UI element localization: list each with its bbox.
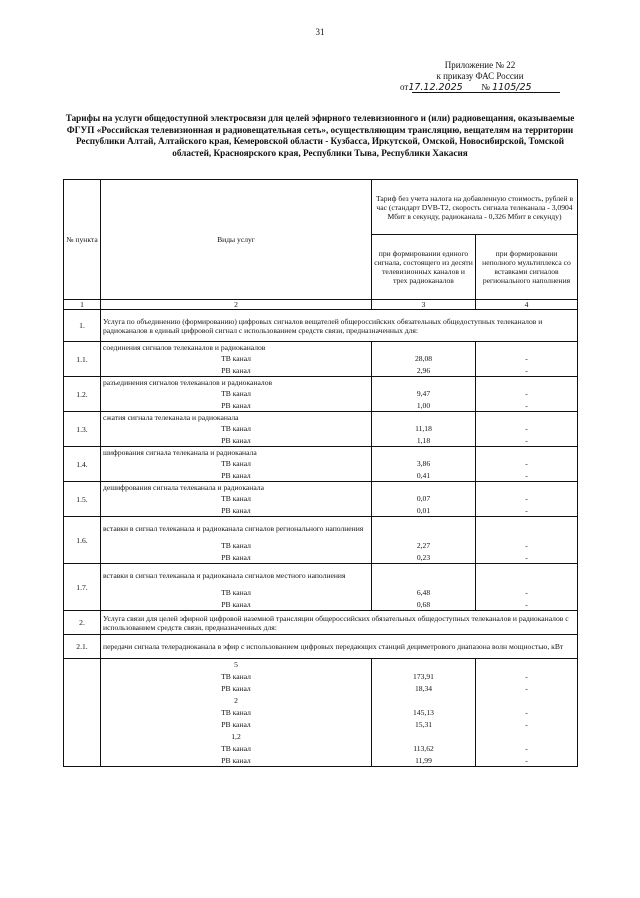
rv-tariff: 0,41 bbox=[372, 470, 476, 482]
empty-cell bbox=[64, 743, 101, 755]
rv-label: РВ канал bbox=[101, 400, 372, 412]
item-name: сжатия сигнала телеканала и радиоканала bbox=[101, 412, 372, 423]
rv-dash: - bbox=[476, 599, 578, 611]
header-single-signal: при формировании единого сигнала, состоящего из десяти телевизионных каналов и трех радиоканалов bbox=[372, 235, 476, 300]
rv-dash: - bbox=[476, 435, 578, 447]
tv-label: ТВ канал bbox=[101, 671, 372, 683]
tv-dash: - bbox=[476, 423, 578, 435]
handwritten-number: 1105/25 bbox=[492, 82, 532, 93]
table-row bbox=[64, 365, 578, 377]
rv-tariff: 1,00 bbox=[372, 400, 476, 412]
section2-text: Услуга связи для целей эфирной цифровой наземной трансляции общероссийских обязательных общедоступных телеканалов и радиоканалов с использованием средств связи, предназначенных для: bbox=[101, 611, 578, 635]
empty-cell bbox=[64, 659, 101, 671]
rv-label: РВ канал bbox=[101, 599, 372, 611]
empty-cell bbox=[476, 377, 578, 388]
table-row bbox=[64, 719, 578, 731]
table-row bbox=[64, 353, 578, 365]
tv-dash: - bbox=[476, 587, 578, 599]
tv-tariff: 3,86 bbox=[372, 458, 476, 470]
empty-cell bbox=[476, 731, 578, 743]
tariff-table bbox=[63, 179, 578, 767]
section2-num: 2. bbox=[64, 611, 101, 635]
rv-dash: - bbox=[476, 365, 578, 377]
empty-cell bbox=[64, 683, 101, 695]
tv-tariff: 173,91 bbox=[372, 671, 476, 683]
rv-dash: - bbox=[476, 755, 578, 767]
table-row bbox=[64, 342, 578, 353]
rv-label: РВ канал bbox=[101, 755, 372, 767]
table-row bbox=[64, 470, 578, 482]
table-row bbox=[64, 493, 578, 505]
header-services: Виды услуг bbox=[101, 180, 372, 300]
table-row bbox=[64, 731, 578, 743]
header-tariff: Тариф без учета налога на добавленную стоимость, рублей в час (стандарт DVB-T2, скорость сигнала телеканала - 3,0904 Мбит в секунду, радиоканала - 0,326 Мбит в секунду) bbox=[372, 180, 578, 235]
table-row bbox=[64, 505, 578, 517]
empty-cell bbox=[476, 564, 578, 587]
table-row bbox=[64, 683, 578, 695]
power-value: 1,2 bbox=[101, 731, 372, 743]
empty-cell bbox=[372, 564, 476, 587]
rv-dash: - bbox=[476, 505, 578, 517]
empty-cell bbox=[372, 659, 476, 671]
table-row bbox=[64, 564, 578, 587]
table-row bbox=[64, 388, 578, 400]
empty-cell bbox=[372, 342, 476, 353]
empty-cell bbox=[372, 482, 476, 493]
rv-dash: - bbox=[476, 719, 578, 731]
tv-tariff: 0,07 bbox=[372, 493, 476, 505]
rv-label: РВ канал bbox=[101, 719, 372, 731]
tv-dash: - bbox=[476, 388, 578, 400]
table-row bbox=[64, 671, 578, 683]
empty-cell bbox=[64, 719, 101, 731]
empty-cell bbox=[64, 707, 101, 719]
rv-label: РВ канал bbox=[101, 435, 372, 447]
item-name: соединения сигналов телеканалов и радиоканалов bbox=[101, 342, 372, 353]
item21-text: передачи сигнала телерадиоканала в эфир с использованием цифровых передающих станций дециметрового диапазона волн мощностью, кВт bbox=[101, 635, 578, 659]
table-row bbox=[64, 635, 578, 659]
table-row bbox=[64, 377, 578, 388]
table-row bbox=[64, 400, 578, 412]
document-title: Тарифы на услуги общедоступной электросвязи для целей эфирного телевизионного и (или) радиовещания, оказываемые ФГУП «Российская телевизионная и радиовещательная сеть», осуществляющим трансляцию, вещателям на территории Республики Алтай, Алтайского края, Кемеровской области - Кузбасса, Иркутской, Омской, Новосибирской, Томской областей, Красноярского края, Республики Тыва, Республики Хакасия bbox=[65, 113, 575, 158]
table-row bbox=[64, 743, 578, 755]
tv-label: ТВ канал bbox=[101, 540, 372, 552]
rv-tariff: 2,96 bbox=[372, 365, 476, 377]
empty-cell bbox=[476, 659, 578, 671]
tv-tariff: 9,47 bbox=[372, 388, 476, 400]
tv-tariff: 113,62 bbox=[372, 743, 476, 755]
tv-tariff: 145,13 bbox=[372, 707, 476, 719]
table-row bbox=[64, 707, 578, 719]
table-row bbox=[64, 435, 578, 447]
item-name: вставки в сигнал телеканала и радиоканала сигналов местного наполнения bbox=[101, 564, 372, 587]
item-num: 1.4. bbox=[64, 447, 101, 482]
item-name: вставки в сигнал телеканала и радиоканала сигналов регионального наполнения bbox=[101, 517, 372, 540]
table-row bbox=[64, 540, 578, 552]
rv-tariff: 0,23 bbox=[372, 552, 476, 564]
tv-label: ТВ канал bbox=[101, 458, 372, 470]
table-row bbox=[64, 611, 578, 635]
empty-cell bbox=[372, 517, 476, 540]
tv-dash: - bbox=[476, 493, 578, 505]
empty-cell bbox=[64, 671, 101, 683]
tv-tariff: 6,48 bbox=[372, 587, 476, 599]
table-row bbox=[64, 482, 578, 493]
empty-cell bbox=[476, 517, 578, 540]
empty-cell bbox=[372, 731, 476, 743]
item-num: 1.1. bbox=[64, 342, 101, 377]
item-name: разъединения сигналов телеканалов и радиоканалов bbox=[101, 377, 372, 388]
item-num: 1.6. bbox=[64, 517, 101, 564]
annex-date-line: от17.12.2025 № 1105/25 bbox=[400, 82, 532, 93]
tv-dash: - bbox=[476, 707, 578, 719]
rv-tariff: 1,18 bbox=[372, 435, 476, 447]
table-row bbox=[64, 599, 578, 611]
table-row bbox=[64, 695, 578, 707]
tv-dash: - bbox=[476, 743, 578, 755]
empty-cell bbox=[476, 412, 578, 423]
tv-dash: - bbox=[476, 671, 578, 683]
item21-num: 2.1. bbox=[64, 635, 101, 659]
rv-label: РВ канал bbox=[101, 505, 372, 517]
col-number-1: 1 bbox=[64, 300, 101, 310]
empty-cell bbox=[476, 342, 578, 353]
tv-label: ТВ канал bbox=[101, 353, 372, 365]
tv-label: ТВ канал bbox=[101, 707, 372, 719]
rv-tariff: 18,34 bbox=[372, 683, 476, 695]
annex-title: Приложение № 22 bbox=[444, 60, 516, 70]
empty-cell bbox=[64, 695, 101, 707]
tv-label: ТВ канал bbox=[101, 587, 372, 599]
power-value: 2 bbox=[101, 695, 372, 707]
rv-label: РВ канал bbox=[101, 470, 372, 482]
tv-dash: - bbox=[476, 458, 578, 470]
empty-cell bbox=[372, 447, 476, 458]
tv-label: ТВ канал bbox=[101, 493, 372, 505]
rv-dash: - bbox=[476, 552, 578, 564]
tv-label: ТВ канал bbox=[101, 423, 372, 435]
table-row bbox=[64, 552, 578, 564]
item-num: 1.5. bbox=[64, 482, 101, 517]
rv-tariff: 0,01 bbox=[372, 505, 476, 517]
empty-cell bbox=[64, 731, 101, 743]
rv-label: РВ канал bbox=[101, 365, 372, 377]
header-num: № пункта bbox=[64, 180, 101, 300]
rv-tariff: 15,31 bbox=[372, 719, 476, 731]
table-row bbox=[64, 412, 578, 423]
empty-cell bbox=[476, 482, 578, 493]
table-row bbox=[64, 587, 578, 599]
table-row bbox=[64, 458, 578, 470]
rv-dash: - bbox=[476, 683, 578, 695]
rv-tariff: 11,99 bbox=[372, 755, 476, 767]
table-row bbox=[64, 517, 578, 540]
tv-label: ТВ канал bbox=[101, 388, 372, 400]
rv-tariff: 0,68 bbox=[372, 599, 476, 611]
item-name: шифрования сигнала телеканала и радиоканала bbox=[101, 447, 372, 458]
tv-tariff: 2,27 bbox=[372, 540, 476, 552]
tv-label: ТВ канал bbox=[101, 743, 372, 755]
item-num: 1.7. bbox=[64, 564, 101, 611]
empty-cell bbox=[476, 447, 578, 458]
section1-num: 1. bbox=[64, 310, 101, 342]
empty-cell bbox=[64, 755, 101, 767]
table-row bbox=[64, 755, 578, 767]
section1-text: Услуга по объединению (формированию) цифровых сигналов вещателей общероссийских обязательных общедоступных телеканалов и радиоканалов в единый цифровой сигнал с использованием средств связи, предназначенных для: bbox=[101, 310, 578, 342]
item-num: 1.3. bbox=[64, 412, 101, 447]
power-value: 5 bbox=[101, 659, 372, 671]
empty-cell bbox=[476, 695, 578, 707]
rv-label: РВ канал bbox=[101, 552, 372, 564]
table-row bbox=[64, 423, 578, 435]
annex-header bbox=[400, 60, 560, 93]
col-number-3: 3 bbox=[372, 300, 476, 310]
empty-cell bbox=[372, 695, 476, 707]
rv-dash: - bbox=[476, 470, 578, 482]
tv-tariff: 28,08 bbox=[372, 353, 476, 365]
tv-dash: - bbox=[476, 353, 578, 365]
annex-order: к приказу ФАС России bbox=[436, 71, 524, 81]
header-incomplete-mux: при формировании неполного мультиплекса со вставками сигналов регионального наполнения bbox=[476, 235, 578, 300]
page-number: 31 bbox=[315, 27, 325, 37]
item-num: 1.2. bbox=[64, 377, 101, 412]
rv-label: РВ канал bbox=[101, 683, 372, 695]
table-row bbox=[64, 447, 578, 458]
empty-cell bbox=[372, 412, 476, 423]
col-number-2: 2 bbox=[101, 300, 372, 310]
handwritten-date: 17.12.2025 bbox=[408, 82, 463, 93]
rv-dash: - bbox=[476, 400, 578, 412]
item-name: дешифрования сигнала телеканала и радиоканала bbox=[101, 482, 372, 493]
empty-cell bbox=[372, 377, 476, 388]
table-row bbox=[64, 659, 578, 671]
col-number-4: 4 bbox=[476, 300, 578, 310]
tv-tariff: 11,18 bbox=[372, 423, 476, 435]
tv-dash: - bbox=[476, 540, 578, 552]
